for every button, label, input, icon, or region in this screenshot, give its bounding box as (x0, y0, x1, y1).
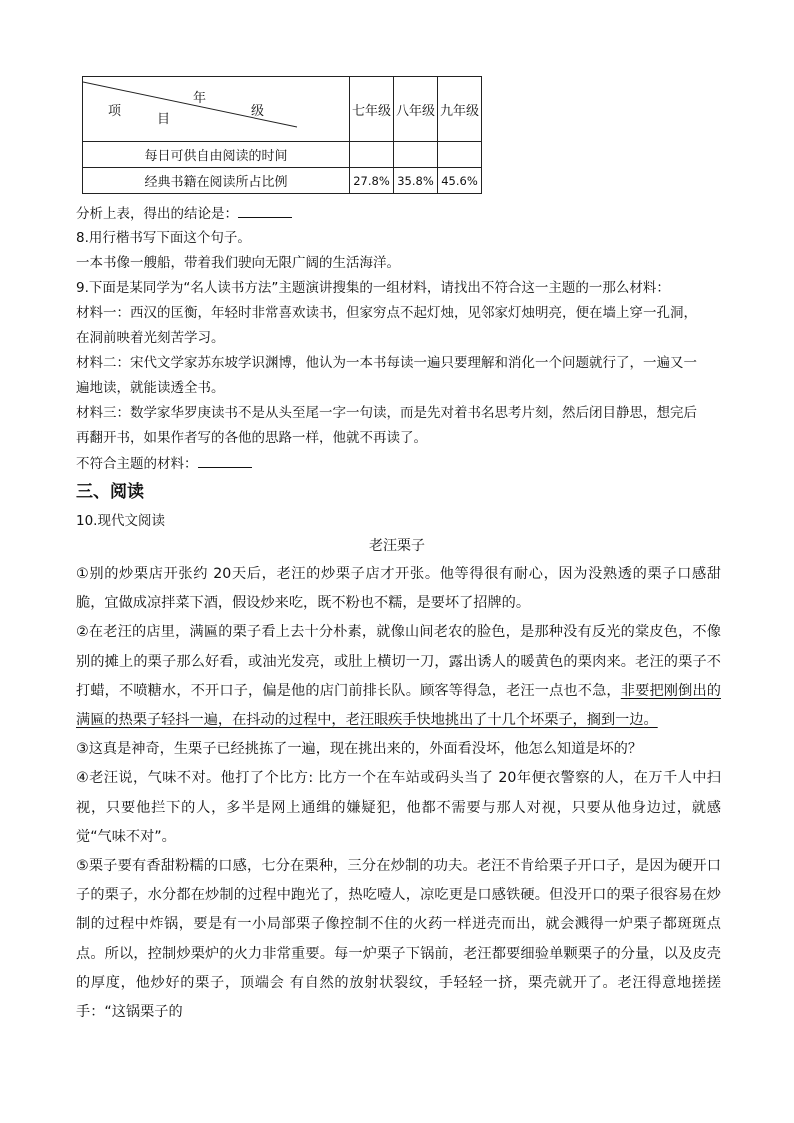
q9-material-2-line-1: 材料二：宋代文学家苏东坡学识渊博，他认为一本书每读一遍只要理解和消化一个问题就行了，一遍又一 (76, 355, 697, 371)
q9-answer-line (76, 453, 252, 474)
paragraph-5: ⑤栗子要有香甜粉糯的口感，七分在栗种，三分在炒制的功夫。老汪不肯给栗子开口子，是因为硬开口子的栗子，水分都在炒制的过程中跑光了，热吃噎人，凉吃更是口感铁硬。但没开口的栗子很容易在炒制的过程中炸锅，要是有一小局部栗子像控制不住的火药一样迸壳而出，就会溅得一炉栗子都斑斑点点。所以，控制炒栗炉的火力非常重要。每一炉栗子下锅前，老汪都要细验单颗栗子的分量，以及皮壳的厚度，他炒好的栗子，顶端会 有自然的放射状裂纹，手轻轻一挤，栗壳就开了。老汪得意地搓搓手：“这锅栗子的 (76, 858, 721, 1021)
paragraph-1: ①别的炒栗店开张约 20天后，老汪的炒栗子店才开张。他等得很有耐心，因为没熟透的栗子口感甜脆，宜做成凉拌菜下酒，假设炒来吃，既不粉也不糯，是要坏了招牌的。 (76, 566, 721, 612)
table-cell: 27.8% (350, 168, 394, 194)
q9-prompt: 9.下面是某同学为“名人读书方法”主题演讲搜集的一组材料，请找出不符合这一主题的一那么材料： (76, 280, 670, 296)
q7-conclusion-line (76, 203, 292, 224)
grade-header-7: 七年级 (350, 77, 394, 142)
answer-blank[interactable] (238, 203, 292, 218)
table-cell (438, 142, 482, 168)
q8-prompt: 8.用行楷书写下面这个句子。 (76, 230, 251, 246)
paragraph-4: ④老汪说，气味不对。他打了个比方: 比方一个在车站或码头当了 20年便衣警察的人，在万千人中扫视，只要他拦下的人，多半是网上通缉的嫌疑犯，他都不需要与那人对视，只要从他身边过，就感觉“气味不对”。 (76, 770, 721, 845)
header-grade-char: 年 (193, 91, 207, 106)
grade-header-8: 八年级 (394, 77, 438, 142)
underlined-sentence: 非要把刚倒出的满匾的热栗子轻抖一遍，在抖动的过程中，老汪眼疾手快地挑出了十几个坏栗子，搁到一边。 (76, 682, 721, 729)
table-cell: 35.8% (394, 168, 438, 194)
paragraph-2-text: ②在老汪的店里，满匾的栗子看上去十分朴素，就像山间老农的脸色，是那种没有反光的棠皮色，不像别的摊上的栗子那么好看，或油光发亮，或肚上横切一刀，露出诱人的暖黄色的栗肉来。老汪的栗子不打蜡，不喷糖水，不开口子，偏是他的店门前排长队。顾客等得急，老汪一点也不急， (76, 624, 721, 699)
q9-material-3-line-1: 材料三：数学家华罗庚读书不是从头至尾一字一句读，而是先对着书名思考片刻，然后闭目静思，想完后 (76, 405, 697, 421)
grade-header-9: 九年级 (438, 77, 482, 142)
q10-label: 10.现代文阅读 (76, 513, 165, 529)
q7-conclusion-label: 分析上表，得出的结论是： (76, 206, 238, 222)
q9-material-3-line-2: 再翻开书，如果作者写的各他的思路一样，他就不再读了。 (76, 430, 427, 446)
table-row (83, 142, 482, 168)
header-ji-char: 级 (251, 104, 265, 119)
q8-sentence: 一本书像一艘船，带着我们驶向无限广阔的生活海洋。 (76, 255, 400, 271)
table-row (83, 168, 482, 194)
article-body (76, 560, 721, 1027)
table-cell (350, 142, 394, 168)
row-label: 经典书籍在阅读所占比例 (83, 168, 350, 194)
reading-survey-table (82, 76, 482, 194)
q9-material-1-line-2: 在洞前映着光刻苦学习。 (76, 330, 225, 346)
answer-blank[interactable] (198, 453, 252, 468)
section-heading: 三、阅读 (76, 482, 144, 502)
row-label: 每日可供自由阅读的时间 (83, 142, 350, 168)
diagonal-line (83, 77, 349, 141)
paragraph-3: ③这真是神奇，生栗子已经挑拣了一遍，现在挑出来的，外面看没坏，他怎么知道是坏的？ (76, 741, 643, 758)
q9-material-2-line-2: 遍地读，就能读透全书。 (76, 380, 225, 396)
table-diagonal-header-cell (83, 77, 350, 142)
article-title: 老汪栗子 (369, 538, 425, 554)
table-cell (394, 142, 438, 168)
q9-answer-label: 不符合主题的材料： (76, 456, 198, 472)
table-cell: 45.6% (438, 168, 482, 194)
q9-material-1-line-1: 材料一：西汉的匡衡，年轻时非常喜欢读书，但家穷点不起灯烛，见邻家灯烛明亮，便在墙上穿一孔洞， (76, 305, 697, 321)
header-xiang-char: 项 (108, 104, 122, 119)
header-mu-char: 目 (157, 112, 171, 127)
paragraph-2 (76, 618, 721, 735)
